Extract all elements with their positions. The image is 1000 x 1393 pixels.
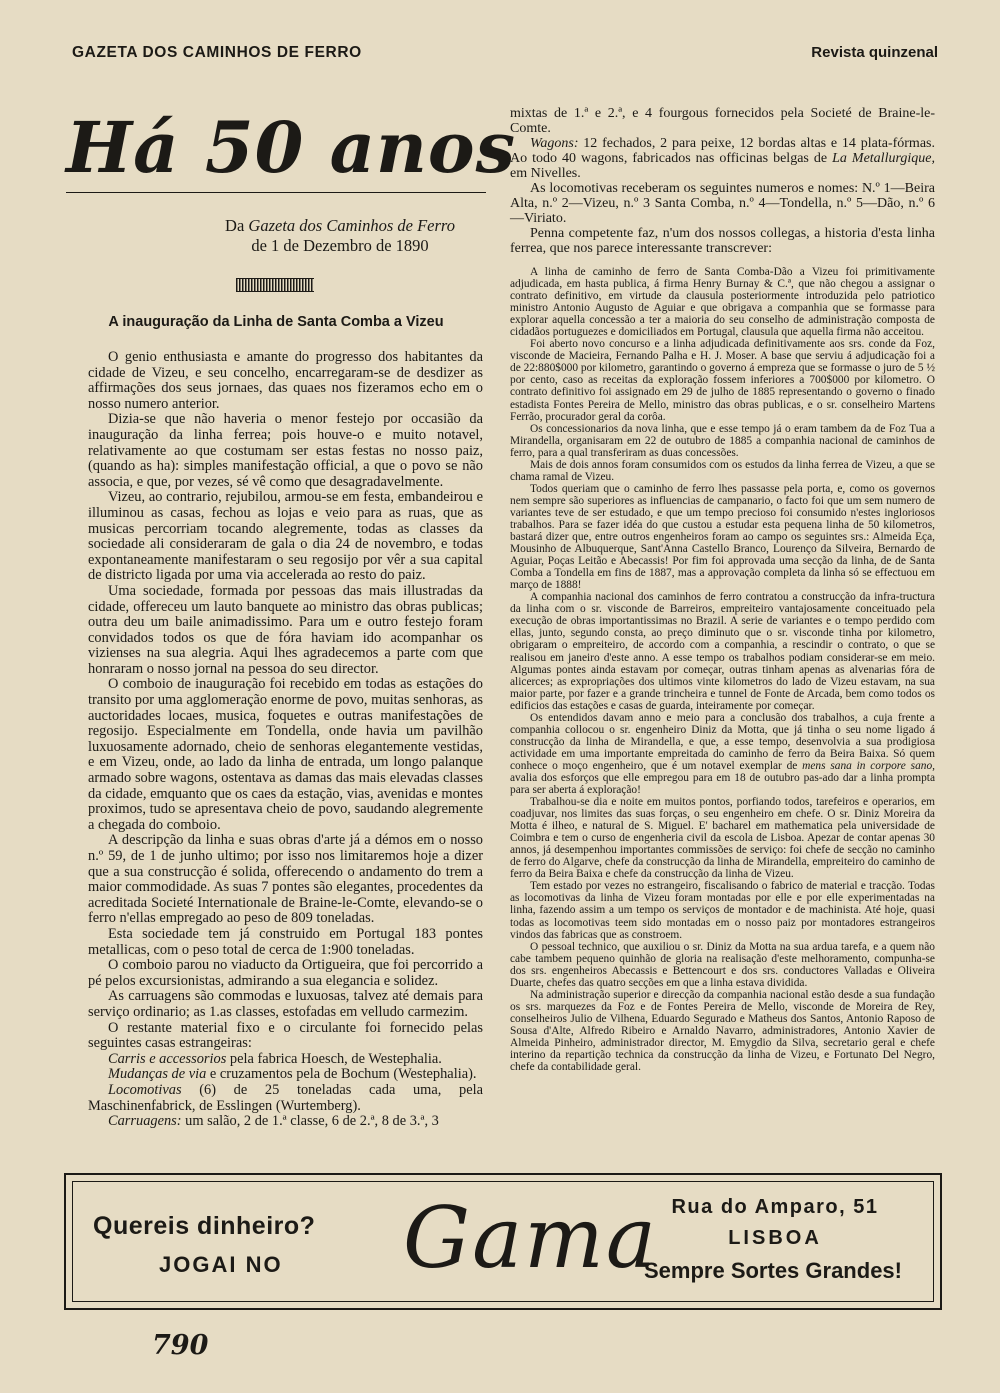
- quote-paragraph: O pessoal technico, que auxiliou o sr. Diniz da Motta na sua ardua tarefa, e a quem não cabe tambem pequeno quinhão de gloria na realisação d'este melhoramento, compunha-se dos srs. engenheiros Abecassis e Bettencourt e dos srs. conductores Valladas e Oliveira Duarte, chefes das quatro secções em que a linha estava dividida.: [510, 940, 935, 989]
- ad-play: JOGAI NO: [159, 1252, 283, 1277]
- wagons-label: Wagons:: [530, 136, 579, 151]
- paragraph: Vizeu, ao contrario, rejubilou, armou-se em festa, embandeirou e illuminou as casas, fechou as lojas e veio para as ruas, que as musicas percorriam tocando alegremente, todas as classes da sociedade ali consideraram de gala o dia 24 de novembro, e todas expontaneamente manifestaram o seu regosijo por vêr a sua capital de districto ligada por uma via accelerada ao resto do paiz.: [88, 489, 483, 584]
- material-item: [88, 1083, 483, 1114]
- ad-question: Quereis dinheiro?: [93, 1212, 316, 1240]
- quote-paragraph: Todos queriam que o caminho de ferro lhes passasse pela porta, e, como os governos nem sempre são superiores as influencias de campanario, o facto foi que um sem numero de variantes teve de ser estudado, e que um tempo precioso foi consumido n'estes ingloriosos trabalhos. Para se fazer idéa do que custou a estudar esta pequena linha de 50 kilometros, bastará dizer que, entre outros engenheiros foram ao campo os seguintes srs.: Almeida Eça, Mousinho de Albuquerque, Sant'Anna Castello Branco, Lourenço da Silveira, Bernardo de Aguiar, Poças Leitão e Abecassis! Por fim foi approvada uma secção da linha, de de Santa Comba a Tondella em fins de 1887, mas a approvação completa da linha só se effectuou em março de 1888!: [510, 482, 935, 592]
- wagons-text: 12 fechados, 2 para peixe, 12 bordas altas e 14 plata-fórmas. Ao todo 40 wagons, fabricados nas officinas belgas de: [510, 136, 935, 166]
- title-rule: [66, 192, 486, 193]
- material-text: e cruzamentos pela de Bochum (Westephalia).: [206, 1066, 477, 1083]
- quote-paragraph: Na administração superior e direcção da companhia nacional estão desde a sua fundação os srs. marquezes da Foz e de Fontes Pereira de Mello, visconde de Moreira de Rey, conselheiros Julio de Vilhena, Eduardo Segurado e Matheus dos Santos, Antonio Raposo de Sousa d'Alte, Alfredo Ribeiro e Arnaldo Navarro, administradores, Antonio Xavier de Almeida Pinheiro, administrador director, M. Emygdio da Silva, secretario geral e chefe interino da repartição technica da construcção da linha de Vizeu, e Fortunato Del Negro, chefe da contabilidade geral.: [510, 988, 935, 1074]
- latin-phrase: mens sana in corpore sano,: [802, 759, 935, 772]
- quote-paragraph: A companhia nacional dos caminhos de ferro contratou a construcção da infra-tructura da linha com o sr. visconde de Barreiros, empreiteiro vantajosamente conceituado pela execução de obras importantissimas no Brazil. A serie de variantes e o tempo perdido com ellas, junto, segundo consta, ao preço diminuto que o sr. visconde tinha por kilometro, obrigaram o empreiteiro, de accordo com a companhia, a rescindir o contrato, o que se realisou em janeiro d'este anno. A esse tempo os trabalhos podiam considerar-se em meio. Algumas pontes ainda estavam por começar, outras tinham apenas as alvenarias fóra de alicerces; as expropriações dos ultimos vinte kilometros do lado de Vizeu estavam, na sua maior parte, por fazer e a grande trincheira e tunnel de Fonte de Arcada, bem como todos os edificios das estações e casas de guarda, inteiramente por começar.: [510, 591, 935, 712]
- advertisement: [64, 1173, 942, 1310]
- source-publication: Gazeta dos Caminhos de Ferro: [248, 216, 455, 235]
- quote-text: avalia dos esforços que elle empregou para em 18 de outubro pas-ado dar a linha prompta para ser aberta á exploração!: [510, 771, 935, 797]
- paragraph: Penna competente faz, n'um dos nossos collegas, a historia d'esta linha ferrea, que nos parece interessante transcrever:: [510, 226, 935, 256]
- left-column: [88, 350, 483, 1140]
- publication-subtitle: Revista quinzenal: [811, 44, 938, 61]
- material-label: Carris e accessorios: [108, 1050, 227, 1067]
- publication-name: GAZETA DOS CAMINHOS DE FERRO: [72, 44, 362, 61]
- material-item: [88, 1052, 483, 1068]
- ornament-divider: [236, 278, 314, 292]
- article-source: [150, 216, 530, 256]
- quoted-history: [510, 266, 935, 1140]
- quote-text: Os entendidos davam anno e meio para a conclusão dos trabalhos, a cuja frente a companhia collocou o sr. engenheiro Diniz da Motta, que já tinha o seu nome ligado á construcção da linha de Mirandella, e que, a esse tempo, desenvolvia a sua prodigiosa actividade em uma importante empreitada do caminho de ferro da Beira Baixa. Só quem conhece o moço engenheiro, que é um notavel exemplar de: [510, 711, 935, 772]
- paragraph: Esta sociedade tem já construido em Portugal 183 pontes metallicas, com o peso total de cerca de 1:900 toneladas.: [88, 925, 483, 958]
- paragraph: As locomotivas receberam os seguintes numeros e nomes: N.º 1—Beira Alta, n.º 2—Vizeu, n.º 3 Santa Comba, n.º 4—Tondella, n.º 5—Dão, n.º 6—Viriato.: [510, 181, 935, 226]
- paragraph: As carruagens são commodas e luxuosas, talvez até demais para serviço ordinario; as 1.as classes, estofadas em velludo carmezim.: [88, 988, 483, 1020]
- quote-paragraph: A linha de caminho de ferro de Santa Comba-Dão a Vizeu foi primitivamente adjudicada, em hasta publica, á firma Henry Burnay & C.ª, que não chegou a assignar o contrato definitivo, em virtude da clausula posteriormente introduzida pelo patriotico ministro Antonio Augusto de Aguiar e que obrigava a companhia que se formasse para explorar aquella concessão a ter a maioria do seu conselho de administração composta de cidadãos portuguezes e domiciliados em Portugal, clausula que aquella firma não acceitou.: [510, 266, 935, 339]
- ad-address: Rua do Amparo, 51: [671, 1196, 879, 1218]
- material-text: pela fabrica Hoesch, de Westephalia.: [226, 1050, 442, 1067]
- paragraph: [510, 136, 935, 181]
- source-date: de 1 de Dezembro de 1890: [251, 236, 429, 255]
- quote-paragraph: [510, 712, 935, 796]
- paragraph: mixtas de 1.ª e 2.ª, e 4 fourgous fornecidos pela Societé de Braine-le-Comte.: [510, 106, 935, 136]
- quote-paragraph: Os concessionarios da nova linha, que e esse tempo já o eram tambem da de Foz Tua a Mirandella, organisaram em 22 de outubro de 1885 a companhia nacional de caminhos de ferro, para a qual transferiram as duas concessões.: [510, 422, 935, 459]
- ad-inner-frame: [72, 1181, 934, 1302]
- quote-paragraph: Tem estado por vezes no estrangeiro, fiscalisando o fabrico de material e tracção. Todas as locomotivas da linha de Vizeu foram montadas por elle e por elle experimentadas na linha, fazendo assim a um tempo os serviços de montador e de machinista. Até hoje, quasi todas as locomotivas teem sido montadas em o nosso paiz por montadores estrangeiros vindos das fabricas que as constroem.: [510, 880, 935, 941]
- ad-slogan: Sempre Sortes Grandes!: [644, 1258, 902, 1283]
- article-subhead: A inauguração da Linha de Santa Comba a Vizeu: [108, 314, 444, 330]
- material-item: [88, 1067, 483, 1083]
- ad-brand-logo: Gama: [403, 1189, 658, 1287]
- ad-city: LISBOA: [728, 1227, 822, 1249]
- paragraph: Uma sociedade, formada por pessoas das mais illustradas da cidade, offereceu um lauto banquete ao ministro das obras publicas; outra deu um baile animadissimo. Para um e outro festejo foram convidados todos os que de fóra haviam ido acompanhar os vizienses na sua alegria. Aqui lhes agradecemos a parte com que honraram o nosso jornal na pessoa do seu director.: [88, 582, 483, 677]
- wagons-end: em Nivelles.: [510, 166, 581, 181]
- paragraph: O genio enthusiasta e amante do progresso dos habitantes da cidade de Vizeu, e seu concelho, encarregaram-se de desdizer as affirmações dos seus jornaes, das quaes nos fizeramos echo em o nosso numero anterior.: [88, 350, 483, 412]
- paragraph: Dizia-se que não haveria o menor festejo por occasião da inauguração da linha ferrea; pois houve-o e muito notavel, relativamente ao que costumam ser estas festas no nosso paiz, (quando as ha): simples manifestação official, a que o povo se não associa, e que, por vezes, sé vê como que desagradavelmente.: [88, 411, 483, 490]
- page-number: 790: [152, 1330, 209, 1361]
- material-item: [88, 1114, 483, 1130]
- right-column-top: [510, 106, 935, 256]
- material-label: Locomotivas: [108, 1081, 182, 1098]
- material-text: (6) de 25 toneladas cada uma, pela Maschinenfabrick, de Esslingen (Wurtemberg).: [88, 1081, 483, 1114]
- paragraph: O comboio de inauguração foi recebido em todas as estações do transito por uma agglomeração enorme de povo, muitas senhoras, as auctoridades locaes, musica, foquetes e outras manifestações de regosijo. Especialmente em Tondella, onde havia um pavilhão luxuosamente adornado, cheio de senhoras elegantemente vestidas, e em Vizeu, onde, ao lado da linha de entrada, um longo palanque armado sobre wagons, ostentava as damas das mais elevadas classes da cidade, emquanto que os caes da estação, vias, avenidas e montes proximos, tudo se apresentava cheio de povo, saudando alegremente a chegada do comboio.: [88, 676, 483, 833]
- quote-paragraph: Trabalhou-se dia e noite em muitos pontos, porfiando todos, tarefeiros e operarios, em coadjuvar, nos limites das suas forças, o seu engenheiro em chefe. O sr. Diniz Moreira da Motta é ilheo, e natural de S. Miguel. E' bacharel em mathematica pela universidade de Coimbra e tem o curso de engenheria civil da escola de Lisboa. Apezar de contar apenas 30 annos, já desempenhou importantes commissões de serviço: foi chefe de secção no caminho de ferro do Algarve, chefe da construcção da linha de Mirandella, empreiteiro do caminho de ferro da Beira Baixa e chefe da construcção da linha de Vizeu.: [510, 796, 935, 881]
- material-label: Carruagens:: [108, 1113, 182, 1130]
- paragraph: O comboio parou no viaducto da Ortigueira, que foi percorrido a pé pelos excursionistas, admirando a sua elegancia e solidez.: [88, 957, 483, 989]
- material-label: Mudanças de via: [108, 1066, 207, 1083]
- quote-paragraph: Foi aberto novo concurso e a linha adjudicada definitivamente aos srs. conde da Foz, visconde de Macieira, Fernando Palha e H. J. Moser. A base que serviu á adjudicação foi a de 22:880$000 por kilometro, garantindo o governo á empreza que se formasse o juro de 5 ½ por cento, caso as receitas da exploração fossem inferiores a 700$000 por kilometro. O contrato definitivo foi assignado em 29 de julho de 1885 representando o governo o finado estadista Fontes Pereira de Mello, ministro das obras publicas, e o sr. conselheiro Martens Ferrão, procurador geral da corôa.: [510, 338, 935, 423]
- paragraph: O restante material fixo e o circulante foi fornecido pelas seguintes casas estrangeiras:: [88, 1019, 483, 1052]
- wagons-italic: La Metallurgique,: [832, 151, 935, 166]
- article-title: Há 50 anos: [66, 106, 516, 189]
- quote-paragraph: Mais de dois annos foram consumidos com os estudos da linha ferrea de Vizeu, a que se chama ramal de Vizeu.: [510, 458, 935, 483]
- material-text: um salão, 2 de 1.ª classe, 6 de 2.ª, 8 de 3.ª, 3: [181, 1113, 439, 1130]
- paragraph: A descripção da linha e suas obras d'arte já a démos em o nosso n.º 59, de 1 de junho ultimo; por isso nos limitaremos hoje a dizer que a sua construcção é solida, offerecendo o andamento do trem a maior commodidade. As suas 7 pontes são elegantes, procedentes da acreditada Societé Internationale de Braine-le-Comte, elevando-se o ferro n'ellas empregado ao peso de 809 toneladas.: [88, 832, 483, 927]
- source-prefix: Da: [225, 216, 245, 235]
